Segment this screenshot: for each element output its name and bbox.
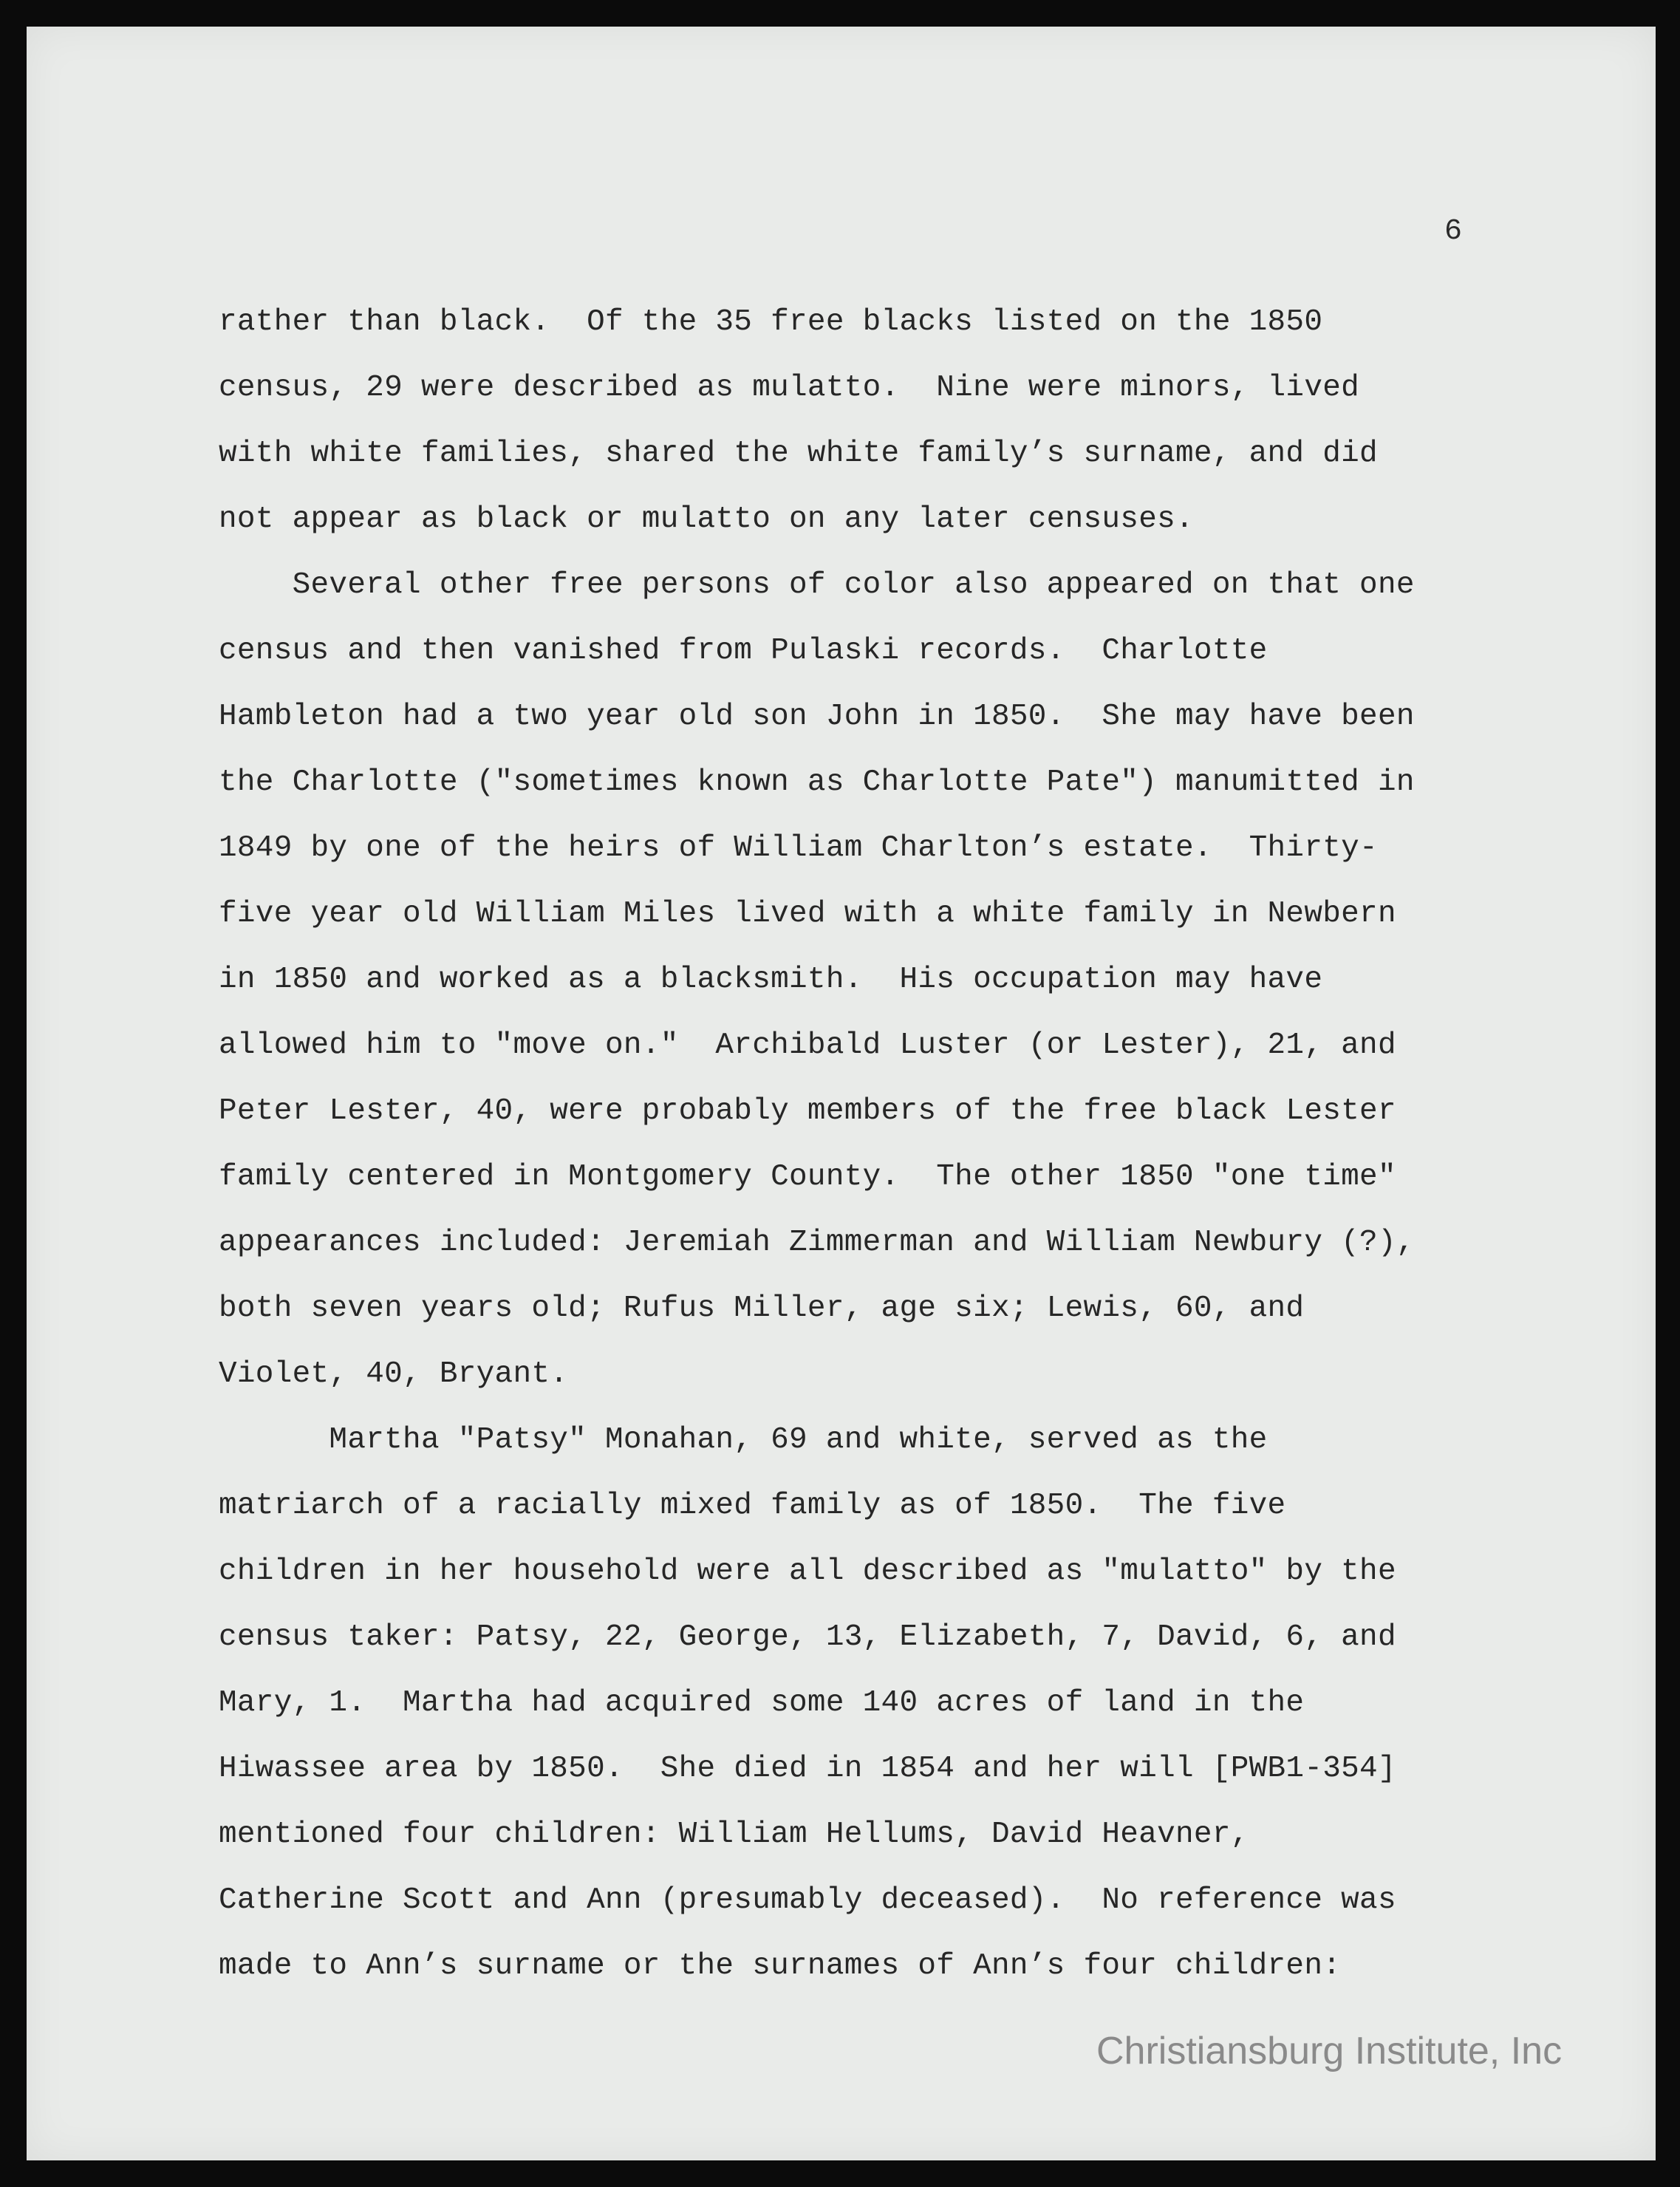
text-line: Mary, 1. Martha had acquired some 140 acres of land in the (219, 1686, 1305, 1720)
text-line: in 1850 and worked as a blacksmith. His occupation may have (219, 963, 1323, 997)
text-line: both seven years old; Rufus Miller, age six; Lewis, 60, and (219, 1292, 1305, 1325)
text-line: five year old William Miles lived with a white family in Newbern (219, 897, 1396, 931)
page-number: 6 (1444, 215, 1463, 248)
text-line: Peter Lester, 40, were probably members of the free black Lester (219, 1094, 1396, 1128)
document-page (27, 27, 1656, 2160)
text-line: Martha "Patsy" Monahan, 69 and white, served as the (219, 1423, 1268, 1457)
text-line: rather than black. Of the 35 free blacks listed on the 1850 (219, 305, 1323, 339)
text-line: with white families, shared the white family’s surname, and did (219, 437, 1378, 471)
text-line: appearances included: Jeremiah Zimmerman and William Newbury (?), (219, 1226, 1415, 1260)
text-line: mentioned four children: William Hellums, David Heavner, (219, 1818, 1249, 1852)
text-line: family centered in Montgomery County. The other 1850 "one time" (219, 1160, 1396, 1194)
text-line: 1849 by one of the heirs of William Charlton’s estate. Thirty- (219, 831, 1378, 865)
text-line: Several other free persons of color also appeared on that one (219, 568, 1415, 602)
text-line: not appear as black or mulatto on any later censuses. (219, 502, 1194, 536)
text-line: Catherine Scott and Ann (presumably deceased). No reference was (219, 1883, 1396, 1917)
text-line: Violet, 40, Bryant. (219, 1357, 569, 1391)
text-line: the Charlotte ("sometimes known as Charlotte Pate") manumitted in (219, 765, 1415, 799)
text-line: Hambleton had a two year old son John in 1850. She may have been (219, 700, 1415, 734)
watermark: Christiansburg Institute, Inc (1096, 2030, 1563, 2072)
text-line: census and then vanished from Pulaski records. Charlotte (219, 634, 1268, 668)
text-line: children in her household were all described as "mulatto" by the (219, 1555, 1396, 1589)
text-line: Hiwassee area by 1850. She died in 1854 and her will [PWB1-354] (219, 1752, 1396, 1786)
text-line: census, 29 were described as mulatto. Nine were minors, lived (219, 371, 1360, 405)
text-line: matriarch of a racially mixed family as of 1850. The five (219, 1489, 1286, 1523)
text-line: allowed him to "move on." Archibald Luster (or Lester), 21, and (219, 1028, 1396, 1062)
text-line: made to Ann’s surname or the surnames of Ann’s four children: (219, 1949, 1342, 1983)
text-line: census taker: Patsy, 22, George, 13, Elizabeth, 7, David, 6, and (219, 1620, 1396, 1654)
